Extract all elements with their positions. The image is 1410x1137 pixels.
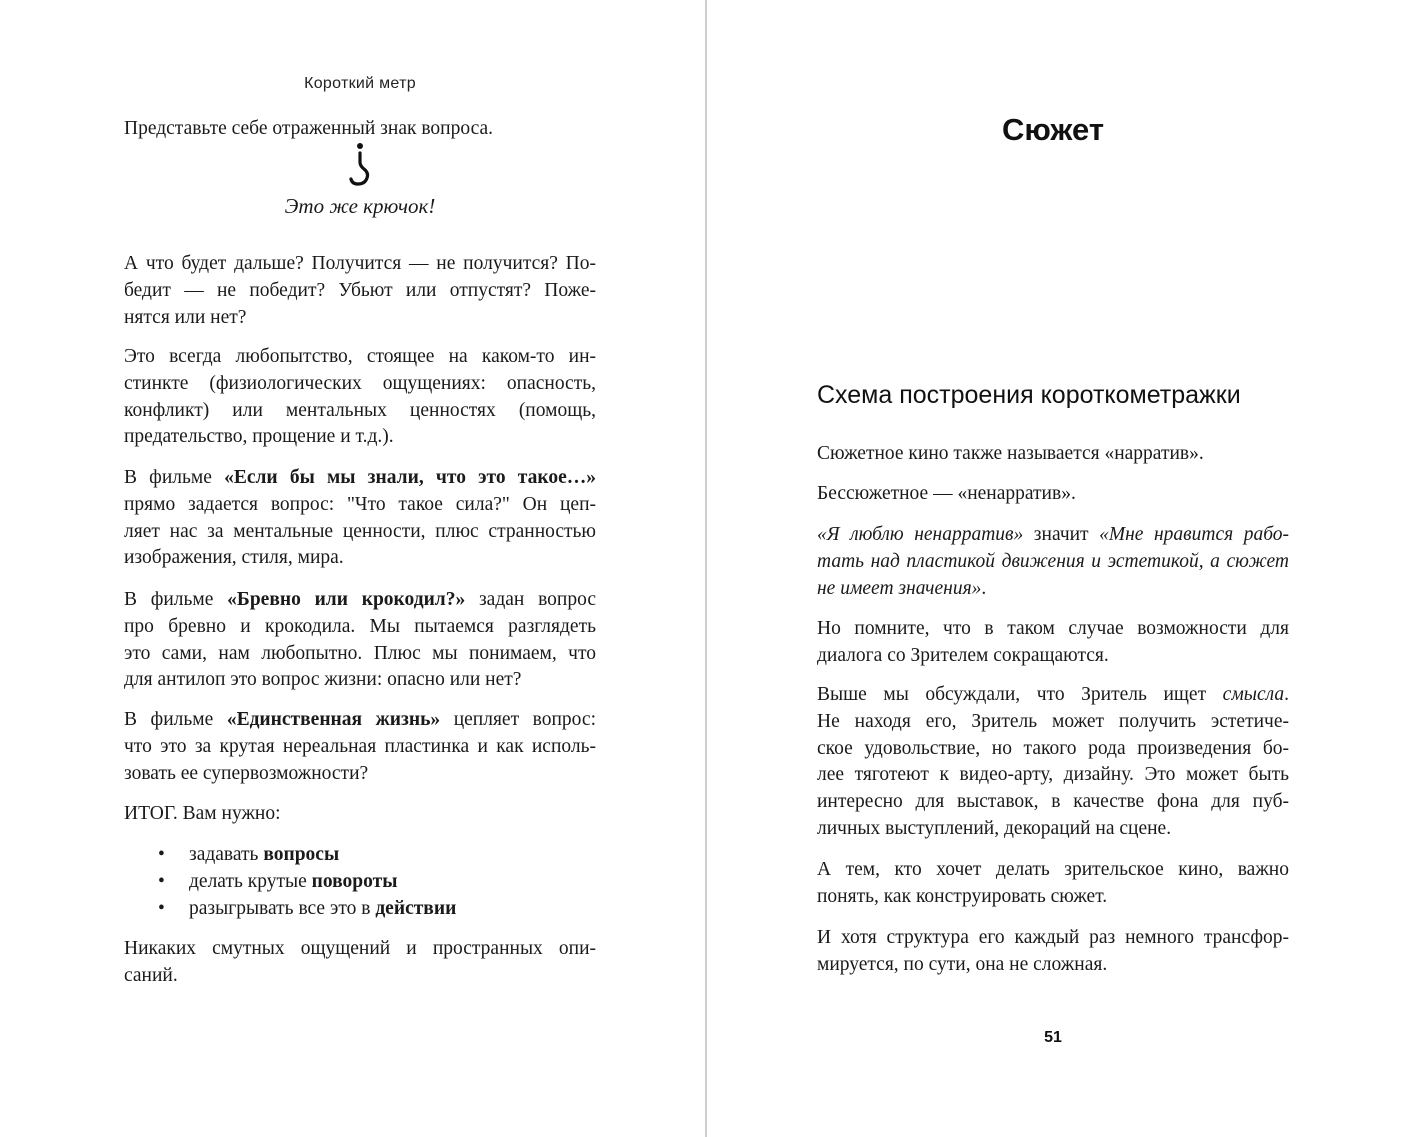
bullet-icon: • <box>158 844 165 865</box>
intro-paragraph: Представьте себе отраженный знак вопроса. <box>124 118 493 139</box>
section-heading: Схема построения короткометражки <box>817 381 1241 409</box>
paragraph-film-log-or-crocodile: В фильме «Бревно или крокодил?» задан вопрос про бревно и крокодила. Мы пытаемся разглядеть это сами, нам любопытно. Плюс мы понимаем, что для антилоп это вопрос жизни: опасно или нет? <box>124 589 596 691</box>
bullet-icon: • <box>158 897 165 919</box>
paragraph-viewer-seeks-meaning: Выше мы обсуждали, что Зритель ищет смысла. Не находя его, Зритель может получить эстетиче- ское удовольствие, но такого рода произведения бо- лее тяготеют к видео-арту, дизайну. Это может быть интересно для выставок, в качестве фона для пуб- личных выступлений, декораций на сцене. <box>817 684 1289 839</box>
paragraph-film-if-we-knew: В фильме «Если бы мы знали, что это такое…» прямо задается вопрос: "Что такое сила?" Он цеп- ляет нас за ментальные ценности, плюс странностью изображения, стиля, мира. <box>124 467 596 569</box>
hook-caption: Это же крючок! <box>284 194 436 218</box>
list-item: • делать крутые повороты <box>124 869 596 896</box>
page-number: 51 <box>1044 1029 1062 1046</box>
paragraph-what-next: А что будет дальше? Получится — не получится? По- бедит — не победит? Убьют или отпустят? Поже- нятся или нет? <box>124 253 596 328</box>
paragraph-i-love-non-narrative: «Я люблю ненарратив» значит «Мне нравится рабо- тать над пластикой движения и эстетикой, а сюжет не имеет значения». <box>817 524 1290 599</box>
summary-bullet-list <box>124 842 596 922</box>
paragraph-film-only-life: В фильме «Единственная жизнь» цепляет вопрос: что это за крутая нереальная пластинка и как исполь- зовать ее супервозможности? <box>124 709 596 784</box>
paragraph-remember: Но помните, что в таком случае возможности для диалога со Зрителем сокращаются. <box>817 618 1289 666</box>
paragraph-curiosity: Это всегда любопытство, стоящее на каком-то ин- стинкте (физиологических ощущениях: опасность, конфликт) или ментальных ценностях (помощь, предательство, прощение и т.д.). <box>124 346 596 448</box>
film-title: «Если бы мы знали, что это такое…» <box>224 467 596 488</box>
running-head: Короткий метр <box>304 75 416 92</box>
film-title: «Бревно или крокодил?» <box>227 589 466 610</box>
paragraph-non-narrative: Бессюжетное — «ненарратив». <box>817 483 1076 504</box>
paragraph-structure: И хотя структура его каждый раз немного трансфор- мируется, по сути, она не сложная. <box>817 927 1289 975</box>
paragraph-no-vague: Никаких смутных ощущений и пространных опи- саний. <box>124 938 596 986</box>
paragraph-narrative: Сюжетное кино также называется «нарратив». <box>817 443 1204 464</box>
page-gutter-divider <box>705 0 707 1137</box>
film-title: «Единственная жизнь» <box>226 709 441 730</box>
mirrored-question-mark-icon <box>330 140 390 188</box>
chapter-title: Сюжет <box>1001 112 1105 147</box>
list-item: • разыгрывать все это в действии <box>124 896 596 923</box>
bullet-icon: • <box>158 870 165 892</box>
list-item: • задавать вопросы <box>124 842 596 869</box>
paragraph-audience-cinema: А тем, кто хочет делать зрительское кино, важно понять, как конструировать сюжет. <box>817 859 1289 907</box>
summary-line: ИТОГ. Вам нужно: <box>124 803 281 824</box>
